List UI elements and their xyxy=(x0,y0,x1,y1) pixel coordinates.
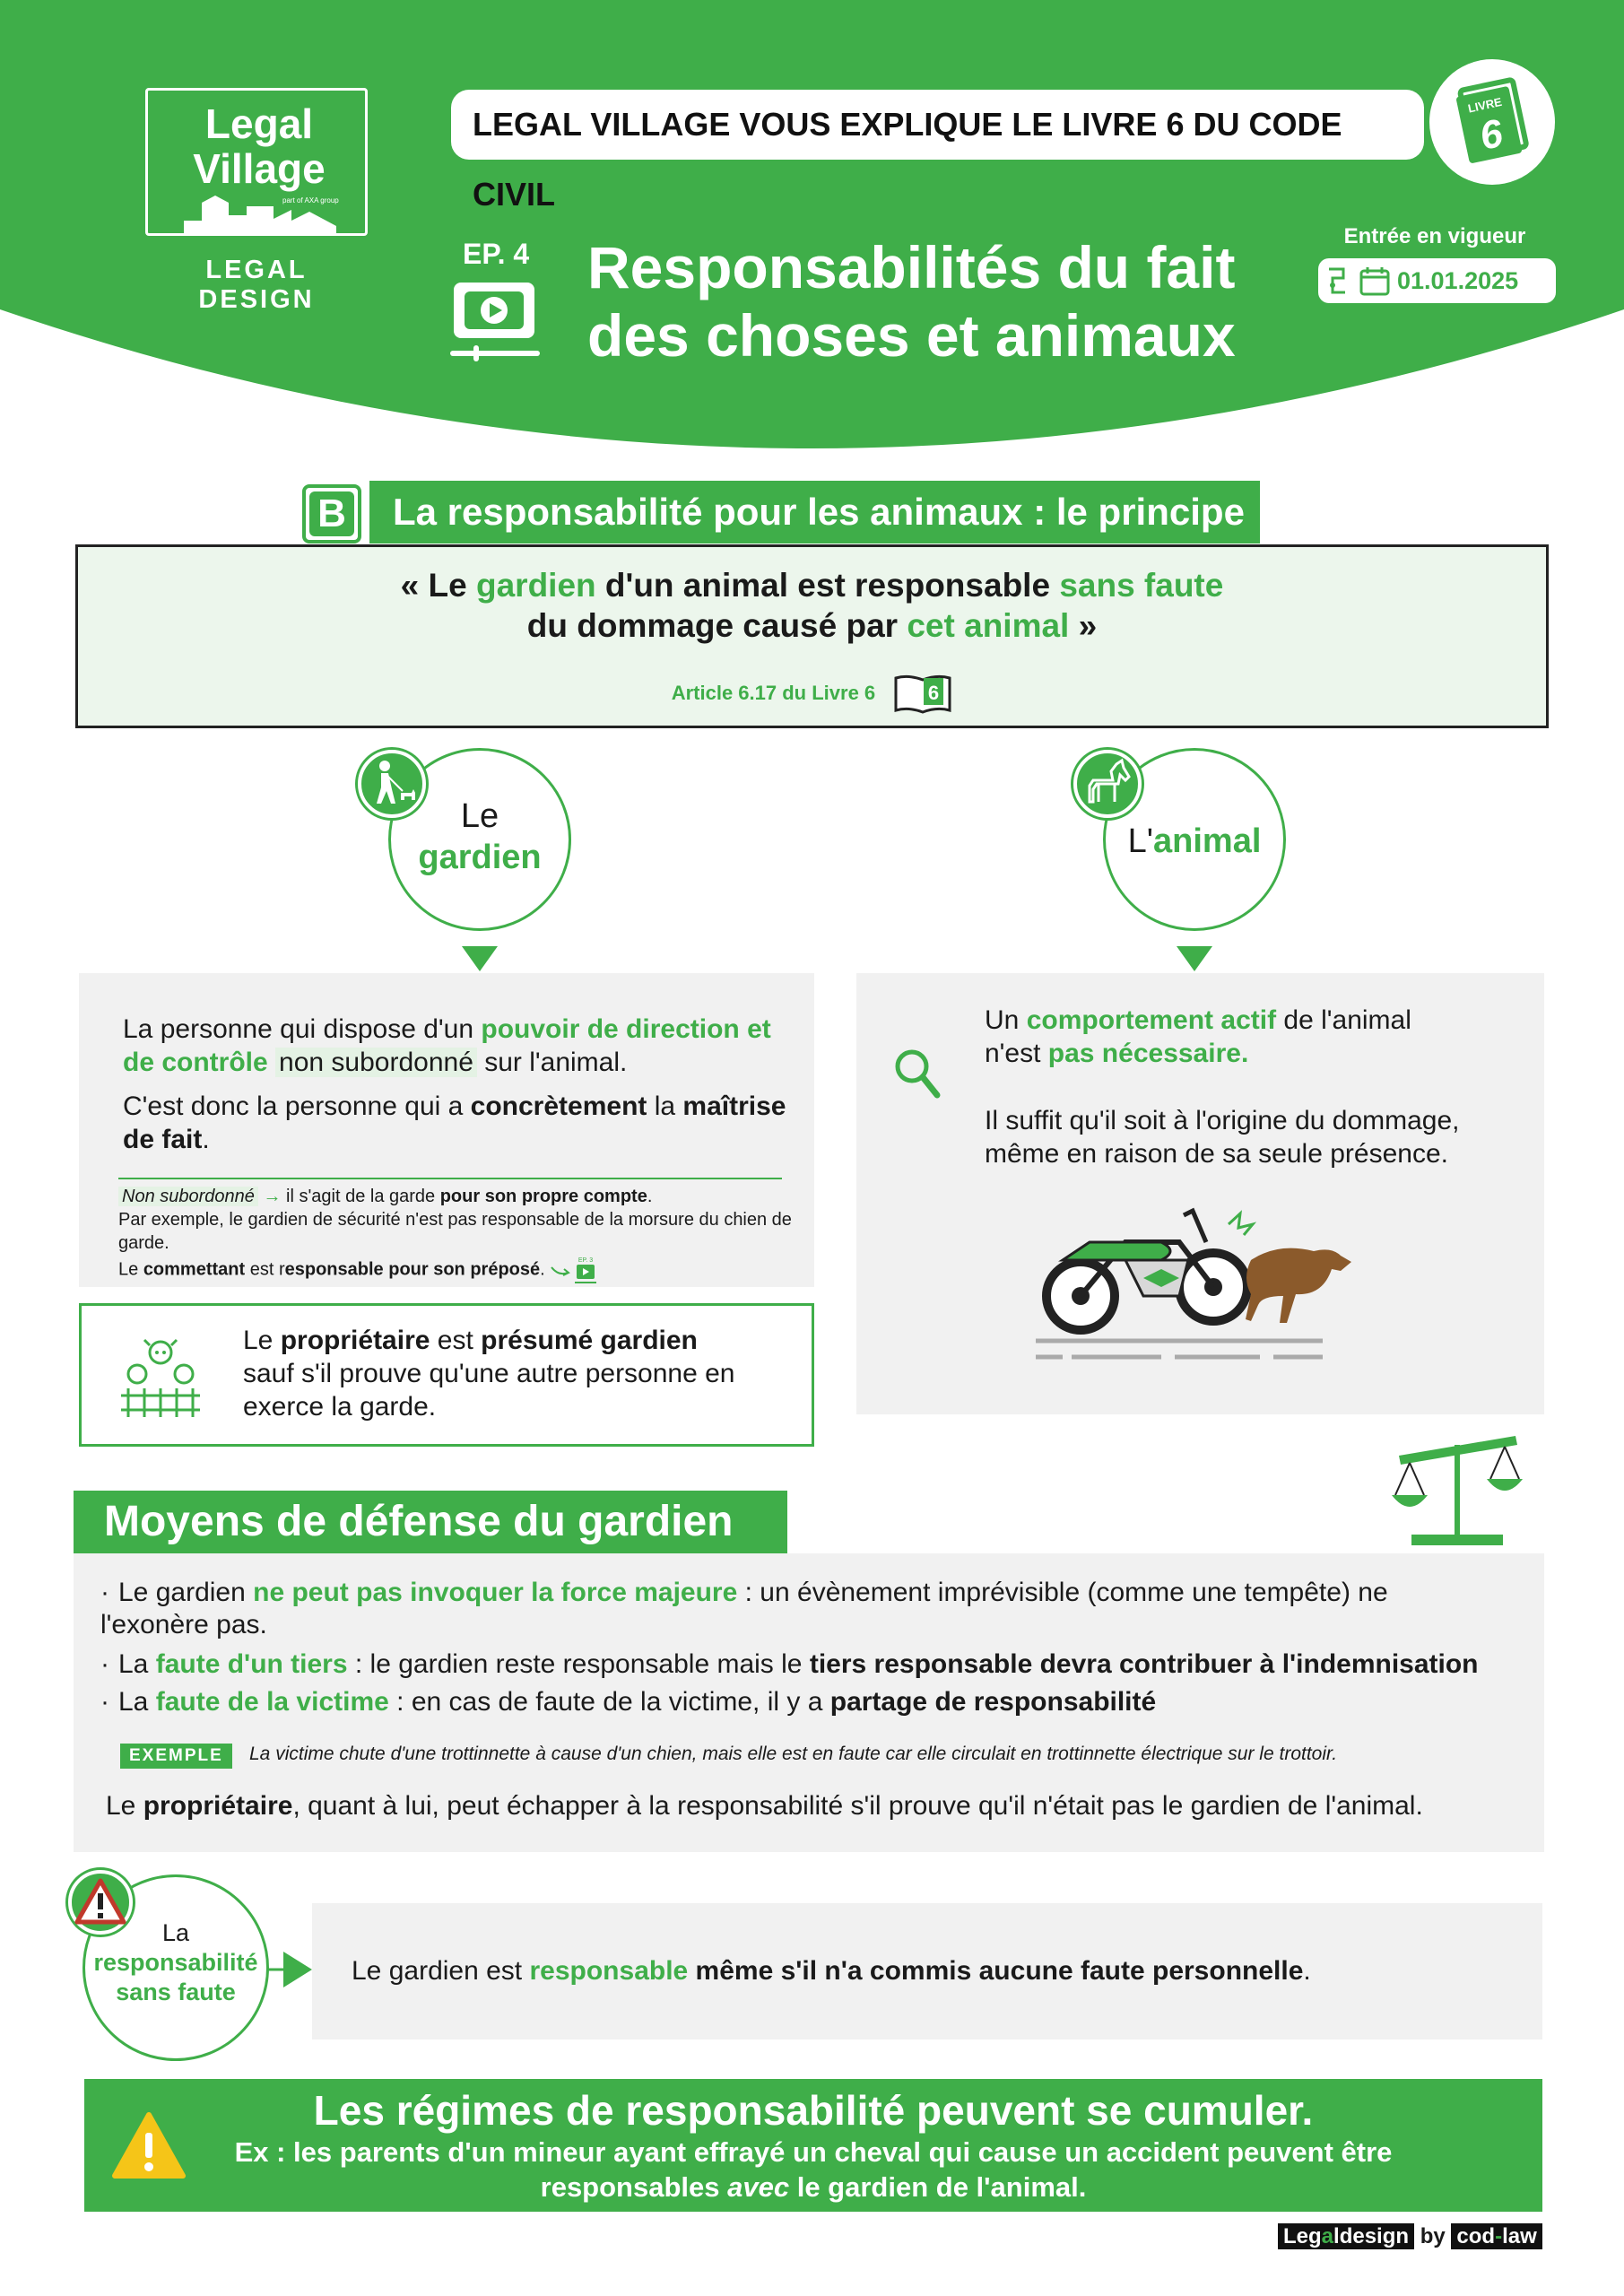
farm-animals-icon xyxy=(117,1333,204,1419)
example-tag: EXEMPLE xyxy=(120,1744,232,1769)
owner-box xyxy=(79,1303,814,1447)
b3-a: La xyxy=(118,1687,156,1717)
credits xyxy=(1278,2224,1542,2249)
cumul-line2c: le gardien de l'animal. xyxy=(789,2171,1087,2203)
animal-circle-b: animal xyxy=(1153,822,1262,860)
animal-pas-necessaire: pas nécessaire. xyxy=(1047,1039,1249,1068)
village-skyline-icon xyxy=(184,194,336,235)
strict-liability-box xyxy=(312,1903,1542,2039)
note-3c: est r xyxy=(245,1259,285,1280)
book-label: LIVRE xyxy=(1466,94,1504,116)
defense-owner-c: , quant à lui, peut échapper à la responsabilité s'il prouve qu'il n'était pas le gardien de l'animal. xyxy=(292,1791,1423,1821)
defense-owner-proprietaire: propriétaire xyxy=(143,1791,293,1821)
gardien-divider xyxy=(118,1178,782,1179)
title-line-1: Responsabilités du fait xyxy=(587,234,1236,300)
gardien-panel xyxy=(79,973,814,1287)
book-6-icon xyxy=(1451,77,1537,167)
owner-presume-gardien: présumé gardien xyxy=(481,1326,698,1355)
note-1a: il s'agit de la garde xyxy=(281,1187,440,1206)
quote-sans-faute: sans faute xyxy=(1059,567,1224,604)
strict-circle-3: sans faute xyxy=(116,1979,236,2005)
animal-comportement-actif: comportement actif xyxy=(1026,1005,1277,1035)
principle-quote xyxy=(78,565,1546,646)
gardien-maitrise-e: . xyxy=(202,1125,210,1154)
entry-label: Entrée en vigueur xyxy=(1343,224,1526,248)
article-text: Article 6.17 du Livre 6 xyxy=(671,682,876,704)
strict-circle-2: responsabilité xyxy=(93,1949,258,1976)
book-number: 6 xyxy=(1475,110,1507,159)
gardien-circle-line2: gardien xyxy=(418,839,542,876)
warning-icon xyxy=(68,1870,133,1935)
quote-cet-animal: cet animal xyxy=(907,607,1070,644)
person-walking-dog-icon xyxy=(358,750,426,818)
quote-box xyxy=(75,544,1549,728)
top-banner: LEGAL VILLAGE VOUS EXPLIQUE LE LIVRE 6 DU CODE CIVIL xyxy=(451,90,1424,160)
defense-title: Moyens de défense du gardien xyxy=(74,1491,787,1553)
gardien-def-non-subordonne: non subordonné xyxy=(275,1048,477,1077)
calendar-icon xyxy=(1325,265,1394,296)
gardien-maitrise xyxy=(123,1090,786,1156)
horse-icon xyxy=(1073,750,1142,818)
article-book-number: 6 xyxy=(928,682,940,704)
strict-arrow xyxy=(267,1950,314,1989)
brand1b: ldesign xyxy=(1333,2224,1410,2248)
gardien-pointer xyxy=(462,946,498,971)
owner-text xyxy=(243,1324,799,1423)
gardien-note xyxy=(118,1185,800,1285)
alert-triangle-icon xyxy=(111,2111,187,2179)
gardien-maitrise-c: la xyxy=(647,1091,683,1121)
brand2b: law xyxy=(1502,2224,1537,2248)
open-book-icon xyxy=(893,673,952,714)
note-tag: Non subordonné xyxy=(118,1187,258,1206)
scales-of-justice-icon xyxy=(1390,1432,1524,1549)
gardien-circle-line1: Le xyxy=(460,797,499,835)
defense-owner-a: Le xyxy=(106,1791,143,1821)
entry-date: 01.01.2025 xyxy=(1318,258,1556,303)
note-prepose: esponsable pour son préposé xyxy=(284,1259,541,1280)
legaldesign-logo: Legaldesign xyxy=(1278,2223,1414,2249)
article-reference xyxy=(78,673,1546,714)
arrow-icon: → xyxy=(263,1187,282,1206)
episode-video-icon xyxy=(550,1255,600,1285)
defense-bullet-victime: · La faute de la victime : en cas de faute de la victime, il y a partage de responsabilité xyxy=(100,1687,1157,1717)
animal-pointer xyxy=(1177,946,1212,971)
video-play-icon xyxy=(448,274,542,367)
title-line-2: des choses et animaux xyxy=(587,302,1236,369)
b2-c: : le gardien reste responsable mais le xyxy=(347,1649,810,1679)
logo-title: Legal Village xyxy=(193,100,326,192)
example-text: La victime chute d'une trottinnette à cause d'un chien, mais elle est en faute car elle circulait en trottinnette électrique sur le trottoir. xyxy=(249,1744,1338,1764)
quote-gardien: gardien xyxy=(476,567,596,604)
b3-c: : en cas de faute de la victime, il y a xyxy=(388,1687,830,1717)
owner-e: sauf s'il prouve qu'une autre personne en exerce la garde. xyxy=(243,1359,735,1422)
b2-a: La xyxy=(118,1649,156,1679)
episode-label: EP. 4 xyxy=(463,238,530,270)
strict-text-c: même s'il n'a commis aucune faute personnelle xyxy=(688,1956,1304,1986)
cumul-title: Les régimes de responsabilité peuvent se cumuler. xyxy=(313,2087,1314,2134)
cumul-line2a: responsables xyxy=(540,2171,728,2203)
gardien-maitrise-a: C'est donc la personne qui a xyxy=(123,1091,471,1121)
animal-presence: Il suffit qu'il soit à l'origine du dommage, même en raison de sa seule présence. xyxy=(985,1106,1460,1169)
b2-tiers-responsable: tiers responsable devra contribuer à l'indemnisation xyxy=(809,1649,1479,1679)
animal-p1-d: n'est xyxy=(985,1039,1048,1068)
note-ep: EP. 3 xyxy=(578,1257,594,1264)
logo-box xyxy=(145,88,368,236)
note-1b: pour son propre compte xyxy=(439,1187,647,1206)
note-1c: . xyxy=(647,1187,653,1206)
b3-partage: partage de responsabilité xyxy=(829,1687,1157,1717)
logo-subtitle: part of AXA group xyxy=(282,196,339,204)
note-example: Par exemple, le gardien de sécurité n'est pas responsable de la morsure du chien de garde. xyxy=(118,1210,792,1253)
strict-responsable: responsable xyxy=(529,1956,689,1986)
page-title xyxy=(587,233,1236,370)
b1-a: Le gardien xyxy=(118,1578,254,1607)
credits-by: by xyxy=(1420,2224,1446,2248)
gardien-def-d: sur l'animal. xyxy=(476,1048,628,1077)
section-letter xyxy=(302,484,361,544)
animal-p1-a: Un xyxy=(985,1005,1027,1035)
owner-a: Le xyxy=(243,1326,281,1355)
quote-line2: du dommage causé par xyxy=(526,607,908,644)
defense-panel xyxy=(74,1553,1544,1852)
b2-faute-tiers: faute d'un tiers xyxy=(155,1649,348,1679)
note-3e: . xyxy=(540,1259,545,1280)
defense-bullet-tiers: · La faute d'un tiers : le gardien reste responsable mais le tiers responsable devra contribuer à l'indemnisation xyxy=(100,1649,1479,1679)
gardien-definition xyxy=(123,1013,786,1079)
quote-text: d'un animal est responsable xyxy=(595,567,1060,604)
animal-panel xyxy=(856,973,1544,1414)
defense-owner xyxy=(106,1790,1523,1822)
logo-tagline: LEGAL DESIGN xyxy=(198,256,315,314)
strict-text-a: Le gardien est xyxy=(352,1956,530,1986)
quote-open: « Le xyxy=(400,567,476,604)
b1-c: : un évènement imprévisible (comme une tempête) ne l'exonère pas. xyxy=(100,1578,1388,1639)
gardien-maitrise-de-fait: maîtrise de fait xyxy=(123,1091,786,1154)
b3-faute-victime: faute de la victime xyxy=(155,1687,389,1717)
defense-bullet-force-majeure: · Le gardien ne peut pas invoquer la force majeure : un évènement imprévisible (comme une tempête) ne l'exonère pas. xyxy=(100,1578,1388,1639)
magnifier-icon xyxy=(892,1047,942,1100)
strict-circle-1: La xyxy=(161,1919,190,1946)
book-badge xyxy=(1429,59,1555,185)
animal-p1-c: de l'animal xyxy=(1276,1005,1411,1035)
animal-circle-a: L' xyxy=(1127,822,1153,860)
section-title: La responsabilité pour les animaux : le principe xyxy=(369,481,1260,544)
gardien-maitrise-concretement: concrètement xyxy=(470,1091,647,1121)
brand2: cod xyxy=(1456,2224,1496,2248)
owner-c: est xyxy=(430,1326,482,1355)
brand1: Leg xyxy=(1283,2224,1322,2248)
motorcycle-dog-illustration xyxy=(1027,1206,1403,1368)
note-3a: Le xyxy=(118,1259,143,1280)
quote-close: » xyxy=(1069,607,1098,644)
owner-proprietaire: propriétaire xyxy=(280,1326,430,1355)
b1-force-majeure: ne peut pas invoquer la force majeure xyxy=(253,1578,738,1607)
cumul-avec: avec xyxy=(727,2171,790,2203)
strict-text-d: . xyxy=(1303,1956,1311,1986)
cumul-example xyxy=(84,2135,1542,2205)
gardien-def-a: La personne qui dispose d'un xyxy=(123,1014,482,1044)
animal-behaviour xyxy=(985,1004,1523,1070)
cumul-line1: Ex : les parents d'un mineur ayant effrayé un cheval qui cause un accident peuvent être xyxy=(234,2136,1393,2168)
cumulative-regimes-banner xyxy=(84,2079,1542,2212)
codelaw-logo: cod-law xyxy=(1451,2223,1541,2249)
gardien-def-pouvoir: pouvoir de direction et de contrôle xyxy=(123,1014,771,1077)
note-commettant: commettant xyxy=(143,1259,246,1280)
animal-circle-label xyxy=(1106,821,1283,862)
section-letter-text: B xyxy=(309,491,354,536)
